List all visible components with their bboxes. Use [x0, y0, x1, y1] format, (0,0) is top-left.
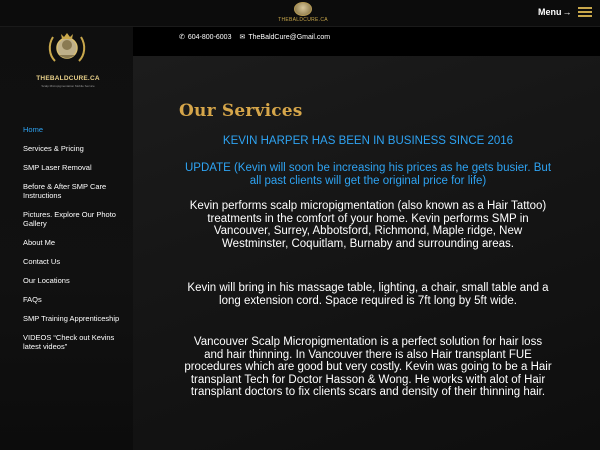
- vancouver-smp-paragraph: Vancouver Scalp Micropigmentation is a perfect solution for hair loss and hair thinning. In Vancouver there is also Hair transplant FUE procedures which are good but very costly. Kevin was going to be a Hair transplant Tech for Doctor Hasson & Wong. He works with alot of Hair transplant doctors to fix clients scars and density of their thinning hair.: [184, 336, 552, 398]
- laurel-wreath-icon: [45, 31, 89, 67]
- hamburger-icon: [578, 7, 592, 17]
- nav-item-our-locations[interactable]: Our Locations: [23, 276, 70, 285]
- main-content: [133, 56, 600, 450]
- page-title: Our Services: [179, 101, 303, 121]
- email-address: TheBaldCure@Gmail.com: [248, 33, 331, 41]
- services-paragraph: Kevin performs scalp micropigmentation (also known as a Hair Tattoo) treatments in the comfort of your home. Kevin performs SMP in Vancouver, Surrey, Abbotsford, Richmond, Maple ridge, New Westminster, Coquitlam, Burnaby and surrounding areas.: [189, 200, 547, 250]
- nav-item-faqs[interactable]: FAQs: [23, 295, 42, 304]
- brand-tagline: Scalp Micropigmentation Mobile Service: [41, 84, 95, 88]
- nav-item-services-pricing[interactable]: Services & Pricing: [23, 144, 84, 153]
- equipment-paragraph: Kevin will bring in his massage table, lighting, a chair, small table and a long extension cord. Space required is 7ft long by 5ft wide.: [187, 282, 549, 307]
- brand-name: THEBALDCURE.CA: [36, 75, 100, 82]
- sidebar: [0, 27, 133, 450]
- sidebar-nav: [23, 125, 123, 361]
- logo-crest-icon: [294, 2, 312, 16]
- top-bar: [0, 0, 600, 27]
- top-logo-text: THEBALDCURE.CA: [278, 17, 328, 23]
- nav-item-photo-gallery[interactable]: Pictures. Explore Our Photo Gallery: [23, 210, 116, 228]
- nav-item-videos[interactable]: VIDEOS “Check out Kevins latest videos”: [23, 333, 115, 351]
- nav-item-smp-laser-removal[interactable]: SMP Laser Removal: [23, 163, 92, 172]
- price-update-notice: UPDATE (Kevin will soon be increasing his prices as he gets busier. But all past clients will get the original price for life): [184, 162, 552, 187]
- contact-bar: [179, 33, 330, 41]
- nav-item-smp-training[interactable]: SMP Training Apprenticeship: [23, 314, 120, 323]
- site-logo[interactable]: [28, 31, 108, 93]
- phone-number: 604-800-6003: [187, 33, 232, 41]
- arrow-right-icon: →: [562, 7, 572, 17]
- menu-button[interactable]: [538, 7, 592, 17]
- nav-item-before-after-care[interactable]: Before & After SMP Care Instructions: [23, 182, 107, 200]
- envelope-icon: ✉: [239, 34, 246, 41]
- nav-item-contact-us[interactable]: Contact Us: [23, 257, 61, 266]
- phone-link[interactable]: [179, 33, 231, 41]
- menu-label: Menu: [538, 7, 562, 17]
- phone-icon: ✆: [179, 34, 185, 41]
- nav-item-about-me[interactable]: About Me: [23, 238, 56, 247]
- email-link[interactable]: [239, 33, 330, 41]
- top-logo[interactable]: [278, 2, 328, 24]
- business-since-headline: KEVIN HARPER HAS BEEN IN BUSINESS SINCE 2016: [222, 135, 514, 147]
- nav-item-home[interactable]: Home: [23, 125, 44, 134]
